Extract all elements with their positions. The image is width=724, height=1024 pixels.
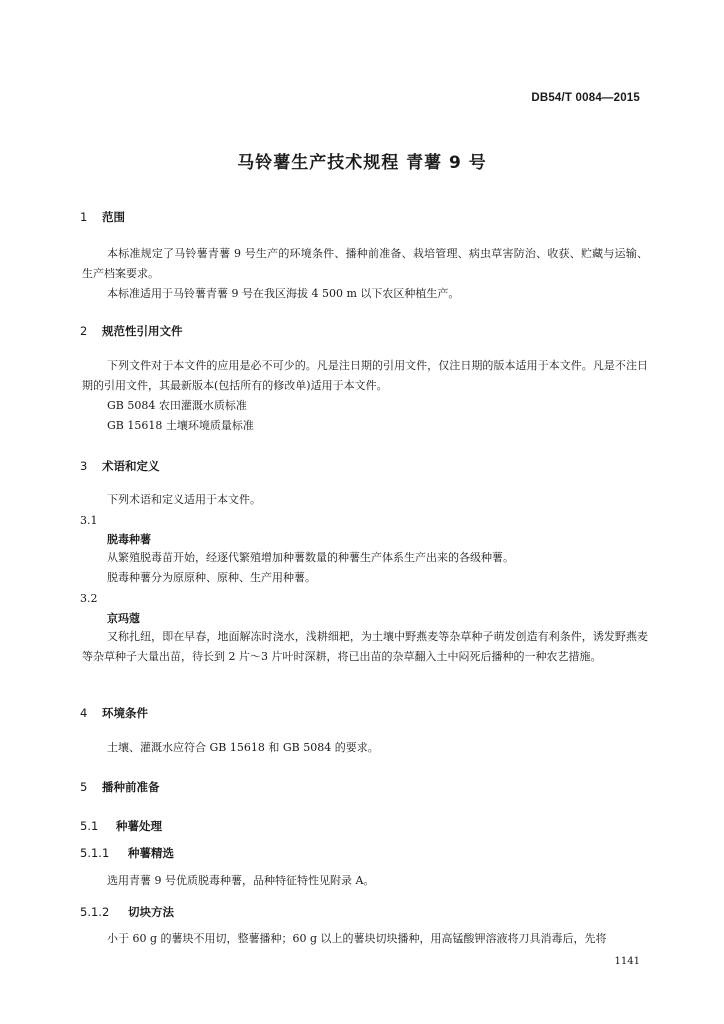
page-title: 马铃薯生产技术规程 青薯 9 号	[237, 153, 487, 173]
term-definition: 从繁殖脱毒苗开始，经逐代繁殖增加种薯数量的种薯生产体系生产出来的各级种薯。	[107, 551, 514, 564]
normative-reference-1: GB 5084 农田灌溉水质标准	[107, 399, 247, 412]
term-note: 脱毒种薯分为原原种、原种、生产用种薯。	[107, 571, 316, 584]
section-title: 规范性引用文件	[102, 324, 183, 338]
section-number: 5	[80, 780, 88, 794]
section-4-heading	[80, 705, 148, 721]
subsection-5-1-heading	[80, 818, 162, 834]
section-1-paragraph-2: 本标准适用于马铃薯青薯 9 号在我区海拔 4 500 m 以下农区种植生产。	[107, 287, 460, 300]
section-number: 5.1	[80, 819, 99, 833]
section-3-paragraph-1: 下列术语和定义适用于本文件。	[107, 493, 261, 506]
section-title: 环境条件	[102, 706, 148, 720]
section-title: 术语和定义	[102, 459, 160, 473]
section-title: 种薯处理	[116, 819, 162, 833]
doc-code: DB54/T 0084—2015	[531, 92, 640, 104]
section-2-heading	[80, 323, 183, 339]
section-3-heading	[80, 458, 160, 474]
term-name: 京玛蔻	[107, 612, 140, 625]
subsection-5-1-2-paragraph: 小于 60 g 的薯块不用切，整薯播种；60 g 以上的薯块切块播种，用高锰酸钾溶液将刀具消毒后，先将	[107, 932, 607, 945]
section-1-heading	[80, 209, 125, 225]
section-4-paragraph-1: 土壤、灌溉水应符合 GB 15618 和 GB 5084 的要求。	[107, 741, 379, 754]
section-number: 5.1.1	[80, 846, 110, 860]
section-number: 1	[80, 210, 88, 224]
section-1-paragraph-1: 本标准规定了马铃薯青薯 9 号生产的环境条件、播种前准备、栽培管理、病虫草害防治、收获、贮藏与运输、生产档案要求。	[82, 247, 648, 280]
normative-reference-2: GB 15618 土壤环境质量标准	[107, 419, 254, 432]
term-number: 3.2	[80, 592, 98, 605]
term-name: 脱毒种薯	[107, 533, 151, 546]
section-number: 2	[80, 324, 88, 338]
page-number: 1141	[614, 956, 640, 967]
subsection-5-1-1-paragraph: 选用青薯 9 号优质脱毒种薯，品种特征特性见附录 A。	[107, 874, 375, 887]
term-definition: 又称扎纽，即在早春，地面解冻时浇水，浅耕细耙，为土壤中野燕麦等杂草种子萌发创造有利条件，诱发野燕麦等杂草种子大量出苗，待长到 2 片～3 片叶时深耕，将已出苗的杂草翻入土中闷死后播种的一种农艺措施。	[82, 630, 648, 663]
section-title: 播种前准备	[102, 780, 160, 794]
section-title: 范围	[102, 210, 125, 224]
subsection-5-1-2-heading	[80, 904, 174, 920]
section-number: 4	[80, 706, 88, 720]
section-number: 3	[80, 459, 88, 473]
section-number: 5.1.2	[80, 905, 110, 919]
subsection-5-1-1-heading	[80, 845, 174, 861]
section-title: 切块方法	[128, 905, 174, 919]
section-5-heading	[80, 779, 160, 795]
section-title: 种薯精选	[128, 846, 174, 860]
section-2-paragraph-1: 下列文件对于本文件的应用是必不可少的。凡是注日期的引用文件，仅注日期的版本适用于本文件。凡是不注日期的引用文件，其最新版本(包括所有的修改单)适用于本文件。	[82, 359, 648, 392]
term-number: 3.1	[80, 514, 98, 527]
